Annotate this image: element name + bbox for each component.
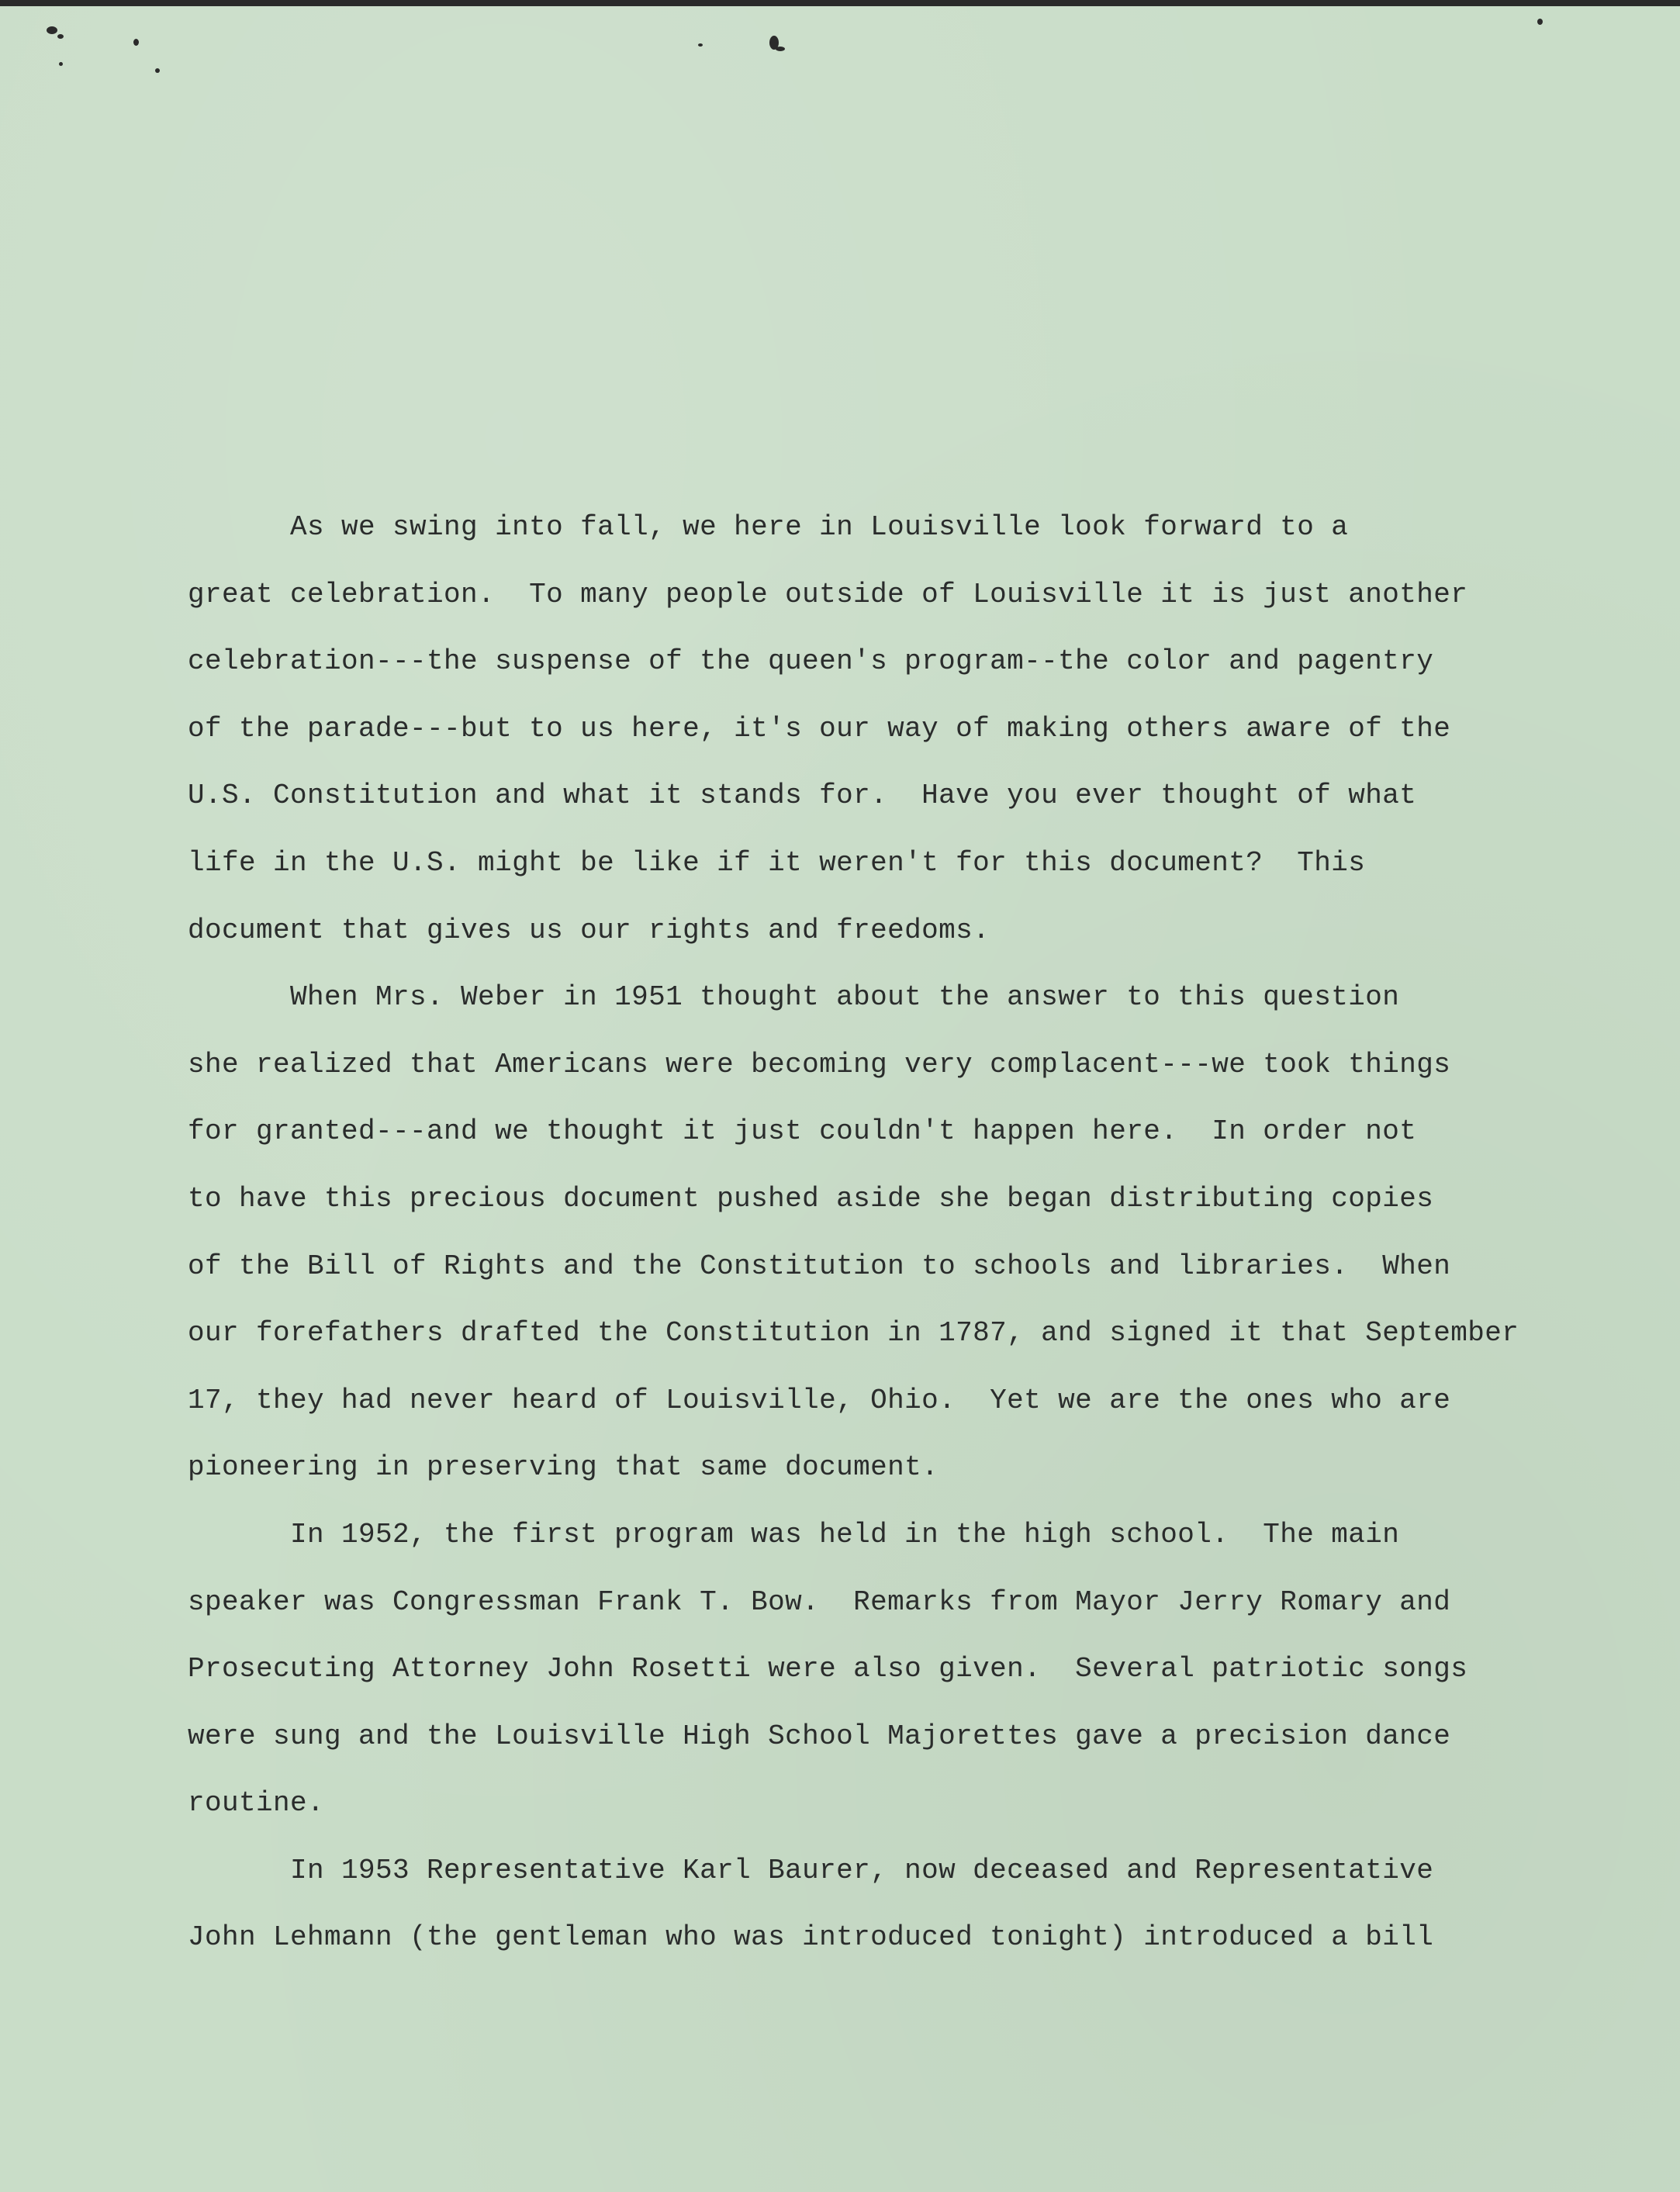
text-line: pioneering in preserving that same document. xyxy=(188,1451,939,1484)
text-line: In 1953 Representative Karl Baurer, now deceased and Representative xyxy=(188,1854,1434,1886)
paper-speck xyxy=(47,26,57,34)
paper-speck xyxy=(698,43,703,47)
paper-speck xyxy=(133,39,139,46)
text-line: document that gives us our rights and freedoms. xyxy=(188,914,990,946)
scan-top-edge xyxy=(0,0,1680,6)
paper-speck xyxy=(59,62,63,66)
text-line: speaker was Congressman Frank T. Bow. Remarks from Mayor Jerry Romary and xyxy=(188,1585,1451,1618)
text-line: 17, they had never heard of Louisville, Ohio. Yet we are the ones who are xyxy=(188,1384,1451,1416)
text-line: life in the U.S. might be like if it weren't for this document? This xyxy=(188,846,1366,879)
text-line: In 1952, the first program was held in the high school. The main xyxy=(188,1518,1400,1551)
paper-speck xyxy=(1537,19,1543,25)
text-line: she realized that Americans were becoming very complacent---we took things xyxy=(188,1048,1451,1080)
text-line: routine. xyxy=(188,1787,325,1820)
text-line: of the Bill of Rights and the Constitution to schools and libraries. When xyxy=(188,1250,1451,1282)
text-line: U.S. Constitution and what it stands for. Have you ever thought of what xyxy=(188,780,1417,812)
text-line: As we swing into fall, we here in Louisville look forward to a xyxy=(188,511,1349,543)
text-line: celebration---the suspense of the queen's program--the color and pagentry xyxy=(188,645,1434,678)
paper-speck xyxy=(57,34,64,39)
text-line: John Lehmann (the gentleman who was introduced tonight) introduced a bill xyxy=(188,1921,1434,1954)
text-line: our forefathers drafted the Constitution in 1787, and signed it that September xyxy=(188,1317,1519,1350)
text-line: great celebration. To many people outside of Louisville it is just another xyxy=(188,578,1468,610)
paper-speck xyxy=(776,47,785,51)
text-line: When Mrs. Weber in 1951 thought about the answer to this question xyxy=(188,981,1400,1014)
text-line: were sung and the Louisville High School Majorettes gave a precision dance xyxy=(188,1720,1451,1752)
paper-speck xyxy=(155,68,160,73)
text-line: for granted---and we thought it just couldn't happen here. In order not xyxy=(188,1115,1417,1148)
text-line: to have this precious document pushed aside she began distributing copies xyxy=(188,1182,1434,1215)
text-line: Prosecuting Attorney John Rosetti were also given. Several patriotic songs xyxy=(188,1653,1468,1685)
typed-letter-body xyxy=(188,511,1519,1990)
text-line: of the parade---but to us here, it's our way of making others aware of the xyxy=(188,712,1451,745)
